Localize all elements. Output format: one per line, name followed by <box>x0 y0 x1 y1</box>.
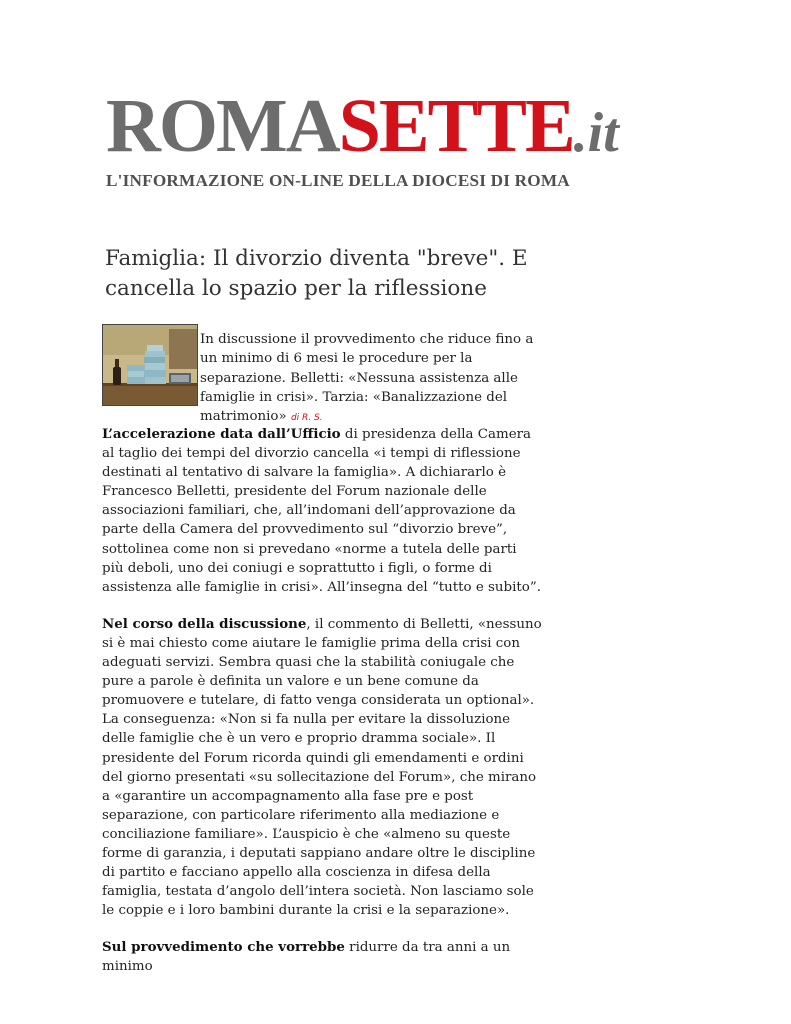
site-tagline: L'INFORMAZIONE ON-LINE DELLA DIOCESI DI ROMA <box>106 171 570 190</box>
logo-roma: ROMA <box>106 84 339 168</box>
summary-text: In discussione il provvedimento che riduce fino a un minimo di 6 mesi le procedure per la separazione. Belletti: «Nessuna assistenza alle famiglie in crisi». Tarzia: «Banalizzazione del matrimonio» <box>200 332 534 425</box>
paragraph <box>102 425 542 597</box>
paragraph-text: ridurre da tra anni a un minimo <box>102 940 511 975</box>
masthead <box>106 84 646 191</box>
paragraph-lead: L’accelerazione data dall’Ufficio <box>102 426 341 442</box>
paragraph-text: , il commento di Belletti, «nessuno si è mai chiesto come aiutare le famiglie prima della crisi con adeguati servizi. Sembra quasi che la stabilità coniugale che pure a parole è definita un valore e un bene comune da promuovere e tutelare, di fatto venga considerata un optional». La conseguenza: «Non si fa nulla per evitare la dissoluzione delle famiglie che è un vero e proprio dramma sociale». Il presidente del Forum ricorda quindi gli emendamenti e ordini del giorno presentati «su sollecitazione del Forum», che mirano a «garantire un accompagnamento alla fase pre e post separazione, con particolare riferimento alla mediazione e conciliazione familiare». L’auspicio è che «almeno su queste forme di garanzia, i deputati sappiano andare oltre le discipline di partito e facciano appello alla coscienza in difesa della famiglia, testata d’angolo dell’intera società. Non lasciamo sole le coppie e i loro bambini durante la crisi e la separazione». <box>102 616 542 919</box>
paragraph <box>102 938 542 976</box>
article-body <box>102 425 542 995</box>
paragraph-lead: Sul provvedimento che vorrebbe <box>102 939 345 956</box>
article-summary <box>200 330 540 428</box>
article-thumbnail <box>102 324 198 406</box>
article-byline[interactable]: di R. S. <box>290 413 323 424</box>
site-logo[interactable] <box>106 84 646 169</box>
article-title: Famiglia: Il divorzio diventa "breve". E cancella lo spazio per la riflessione <box>105 246 528 301</box>
paragraph-lead: Nel corso della discussione <box>102 615 307 632</box>
paragraph-text: di presidenza della Camera al taglio dei tempi del divorzio cancella «i tempi di riflessione destinati al tentativo di salvare la famiglia». A dichiararlo è Francesco Belletti, presidente del Forum nazionale delle associazioni familiari, che, all’indomani dell’approvazione da parte della Camera del provvedimento sul “divorzio breve”, sottolinea come non si prevedano «norme a tutela delle parti più deboli, uno dei coniugi e soprattutto i figli, o forme di assistenza alle famiglie in crisi». All’insegna del “tutto e subito”. <box>102 427 541 595</box>
logo-it: .it <box>573 102 619 164</box>
paragraph <box>102 615 542 921</box>
books-wine-photo <box>103 325 197 405</box>
logo-sette: SETTE <box>338 84 574 168</box>
